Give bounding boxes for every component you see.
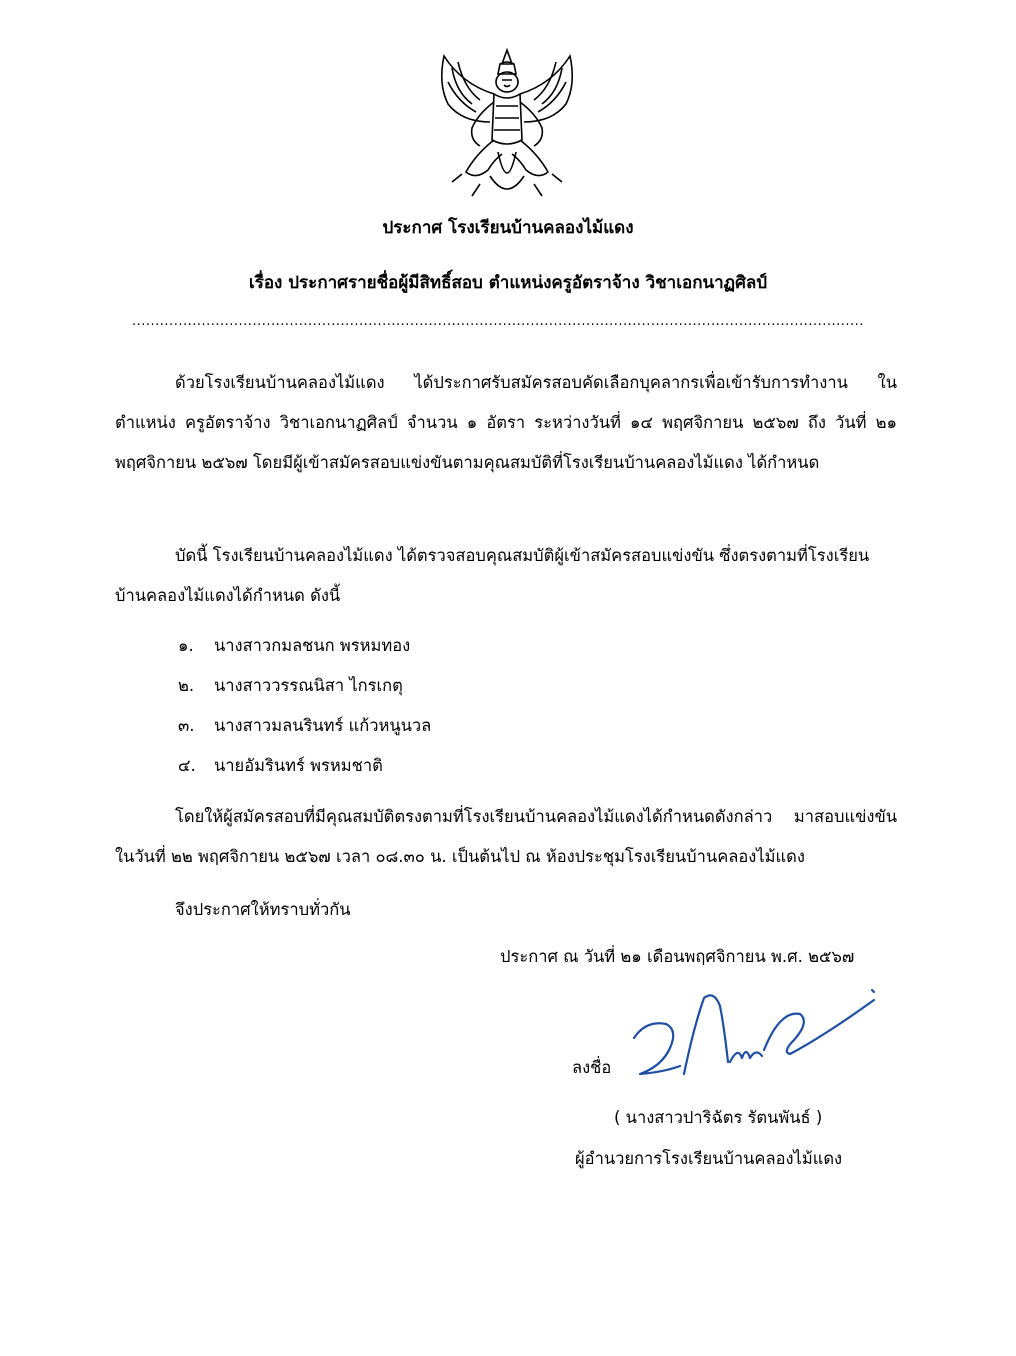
paragraph-closing: จึงประกาศให้ทราบทั่วกัน	[175, 900, 351, 919]
announcement-date: ประกาศ ณ วันที่ ๒๑ เดือนพฤศจิกายน พ.ศ. ๒๕๖๗	[500, 947, 855, 966]
paragraph-intro: ด้วยโรงเรียนบ้านคลองไม้แดง ได้ประกาศรับสมัครสอบคัดเลือกบุคลากรเพื่อเข้ารับการทำงาน ในตำแหน่ง ครูอัตราจ้าง วิชาเอกนาฏศิลป์ จำนวน ๑ อัตรา ระหว่างวันที่ ๑๔ พฤศจิกายน ๒๕๖๗ ถึง วันที่ ๒๑ พฤศจิกายน ๒๕๖๗ โดยมีผู้เข้าสมัครสอบแข่งขันตามคุณสมบัติที่โรงเรียนบ้านคลองไม้แดง ได้กำหนด	[115, 373, 897, 472]
candidate-number: ๒.	[178, 676, 195, 695]
sign-label: ลงชื่อ	[572, 1058, 612, 1077]
signer-position: ผู้อำนวยการโรงเรียนบ้านคลองไม้แดง	[575, 1149, 843, 1168]
signer-name: ( นางสาวปาริฉัตร รัตนพันธ์ )	[614, 1108, 823, 1127]
paragraph-qualification: บัดนี้ โรงเรียนบ้านคลองไม้แดง ได้ตรวจสอบคุณสมบัติผู้เข้าสมัครสอบแข่งขัน ซึ่งตรงตามที่โรงเรียน บ้านคลองไม้แดงได้กำหนด ดังนี้	[115, 546, 870, 605]
announcement-title: ประกาศ โรงเรียนบ้านคลองไม้แดง	[382, 218, 634, 238]
garuda-emblem-icon	[432, 44, 582, 204]
paragraph-exam-schedule: โดยให้ผู้สมัครสอบที่มีคุณสมบัติตรงตามที่โรงเรียนบ้านคลองไม้แดงได้กำหนดดังกล่าว มาสอบแข่งขัน ในวันที่ ๒๒ พฤศจิกายน ๒๕๖๗ เวลา ๐๘.๓๐ น. เป็นต้นไป ณ ห้องประชุมโรงเรียนบ้านคลองไม้แดง	[115, 807, 897, 866]
candidate-number: ๔.	[178, 756, 196, 775]
list-item	[178, 626, 678, 666]
list-item	[178, 706, 678, 746]
separator-line: ..............................................................................................................................................................	[132, 316, 864, 328]
candidate-name: นางสาวมลนรินทร์ แก้วหนูนวล	[214, 716, 432, 735]
candidate-name: นางสาวกมลชนก พรหมทอง	[214, 636, 411, 655]
signature-icon	[624, 986, 886, 1082]
candidate-number: ๓.	[178, 716, 195, 735]
candidate-list	[178, 626, 678, 786]
announcement-subject: เรื่อง ประกาศรายชื่อผู้มีสิทธิ์สอบ ตำแหน่งครูอัตราจ้าง วิชาเอกนาฏศิลป์	[248, 273, 768, 293]
list-item	[178, 666, 678, 706]
candidate-name: นายอัมรินทร์ พรหมชาติ	[214, 756, 383, 775]
list-item	[178, 746, 678, 786]
candidate-name: นางสาววรรณนิสา ไกรเกตุ	[214, 676, 403, 695]
candidate-number: ๑.	[178, 636, 194, 655]
